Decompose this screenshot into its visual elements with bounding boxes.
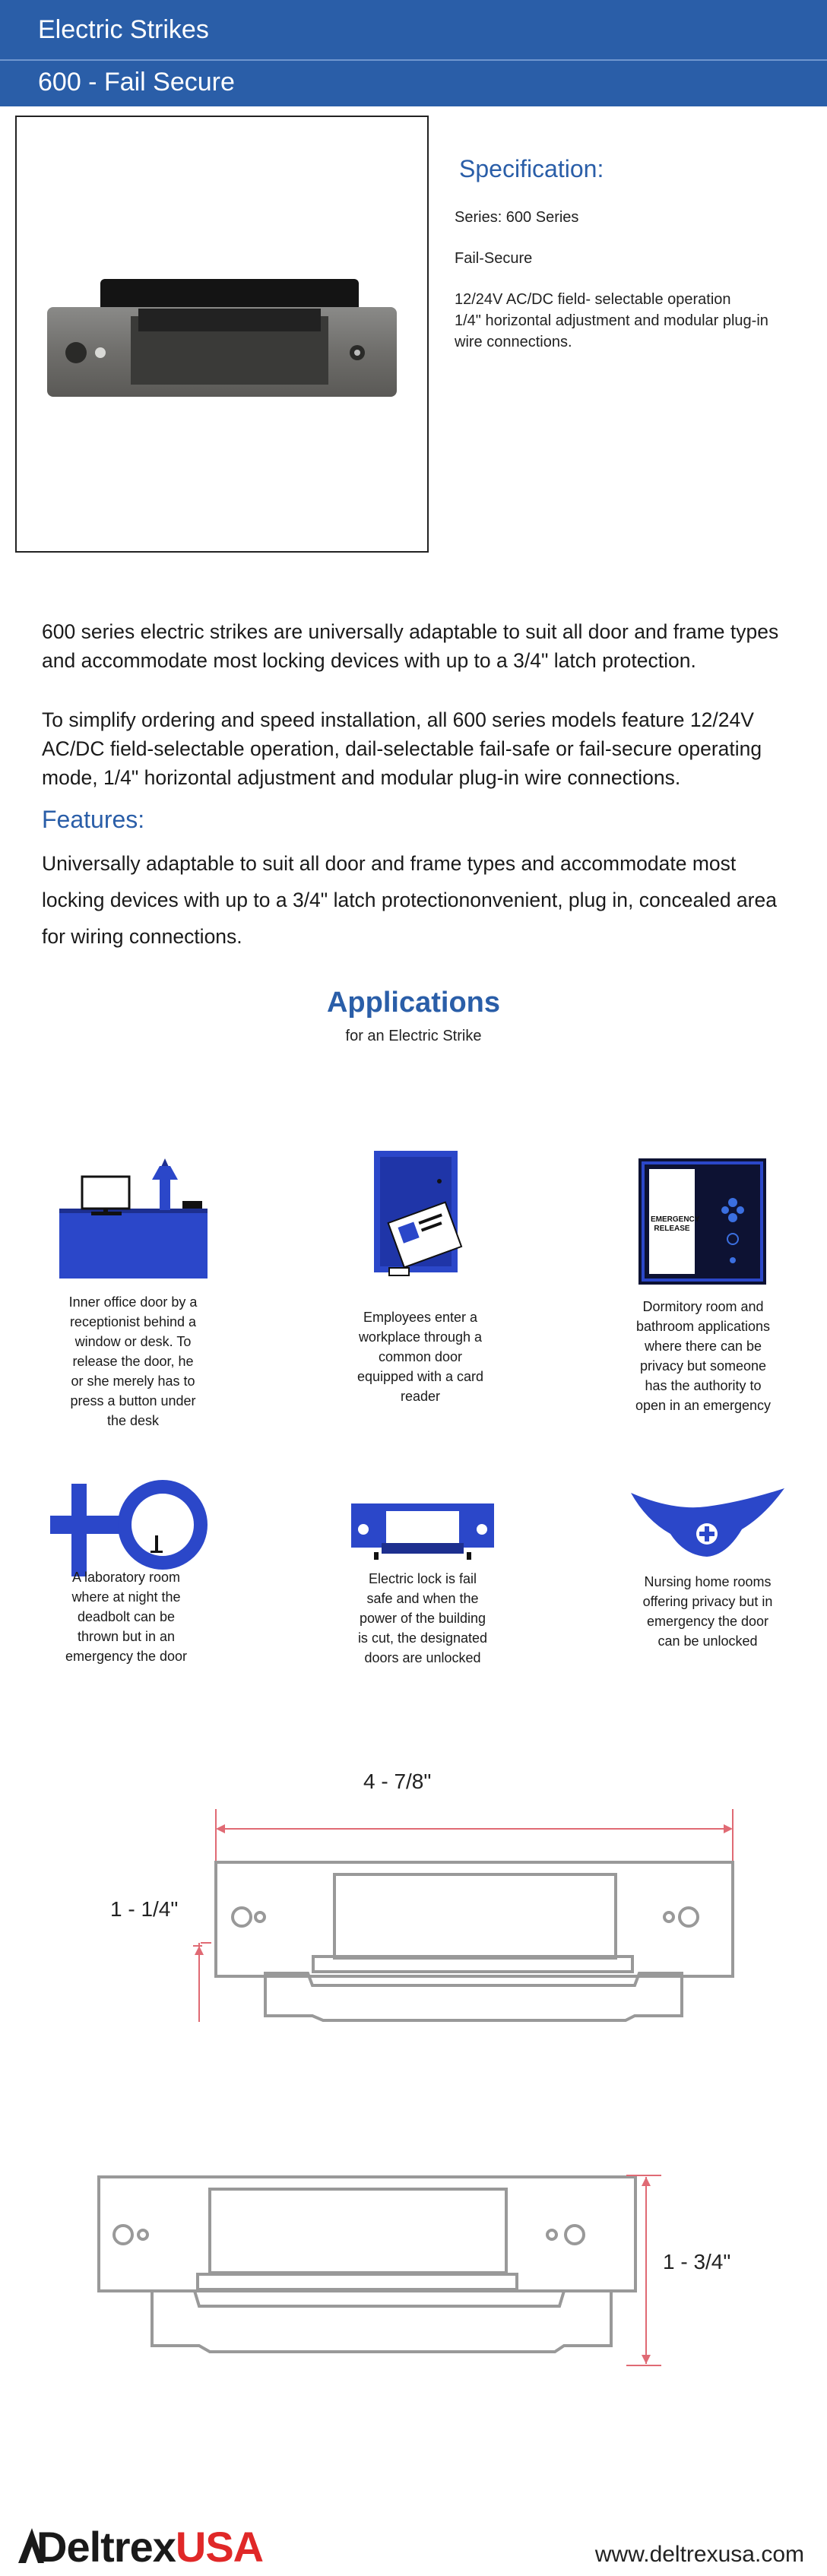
text-line: Universally adaptable to suit all door and frame types and accommodate most — [42, 852, 737, 875]
text-line: 600 series electric strikes are universally adaptable to suit all door and frame types — [42, 620, 779, 643]
caption-line: offering privacy but in — [642, 1594, 773, 1609]
app-caption-4 — [35, 1567, 217, 1666]
deltrex-logo — [36, 2522, 263, 2571]
product-photo — [15, 116, 429, 553]
caption-line: press a button under — [70, 1393, 196, 1408]
caption-line: power of the building — [359, 1611, 486, 1626]
text-line: To simplify ordering and speed installation, all 600 series models feature 12/24V — [42, 708, 754, 731]
caption-line: or she merely has to — [71, 1374, 195, 1389]
strike-base-top — [262, 1970, 688, 2023]
text-line: AC/DC field-selectable operation, dail-selectable fail-safe or fail-secure operating — [42, 737, 762, 760]
caption-line: release the door, he — [72, 1354, 194, 1369]
features-text — [42, 845, 802, 955]
label-line: RELEASE — [654, 1225, 690, 1233]
strike-base-bottom — [149, 2288, 620, 2356]
text-line: mode, 1/4" horizontal adjustment and modular plug-in wire connections. — [42, 766, 681, 789]
deadbolt-icon — [50, 1476, 210, 1583]
label-line: EMERGENCY — [651, 1215, 700, 1224]
caption-line: workplace through a — [358, 1329, 483, 1345]
caption-line: privacy but someone — [639, 1358, 767, 1374]
electric-strike-icon — [347, 1499, 499, 1561]
intro-paragraph-2 — [42, 705, 802, 792]
caption-line: open in an emergency — [635, 1398, 772, 1413]
text-line: and accommodate most locking devices with up to a 3/4" latch protection. — [42, 649, 696, 672]
card-reader-icon — [363, 1146, 477, 1291]
page-subtitle: 600 - Fail Secure — [0, 59, 827, 106]
caption-line: A laboratory room — [71, 1570, 181, 1585]
reception-desk-icon — [53, 1148, 213, 1285]
caption-line: emergency the door — [65, 1649, 188, 1664]
features-title: Features: — [42, 806, 145, 833]
caption-line: receptionist behind a — [69, 1314, 197, 1329]
caption-line: doors are unlocked — [364, 1650, 481, 1665]
caption-line: reader — [400, 1389, 441, 1404]
spec-detail: 1/4" horizontal adjustment and modular plug-in — [455, 312, 768, 329]
caption-line: is cut, the designated — [357, 1630, 488, 1646]
caption-line: has the authority to — [645, 1378, 762, 1393]
caption-line: window or desk. To — [74, 1334, 192, 1349]
caption-line: can be unlocked — [657, 1633, 758, 1649]
electric-strike-photo — [17, 117, 427, 551]
app-caption-5 — [331, 1569, 514, 1668]
nurse-cap-icon — [628, 1484, 787, 1567]
caption-line: the desk — [106, 1413, 160, 1428]
page-title: Electric Strikes — [0, 0, 827, 59]
spec-detail: wire connections. — [455, 334, 572, 350]
app-caption-2 — [329, 1307, 512, 1406]
spec-series: Series: 600 Series — [455, 209, 579, 226]
caption-line: equipped with a card — [356, 1369, 484, 1384]
app-caption-1 — [34, 1292, 232, 1431]
caption-line: Electric lock is fail — [368, 1571, 477, 1586]
dimension-height-top: 1 - 1/4" — [110, 1897, 179, 1921]
caption-line: thrown but in an — [77, 1629, 176, 1644]
applications-title: Applications — [326, 987, 501, 1019]
caption-line: emergency the door — [646, 1614, 769, 1629]
caption-line: Dormitory room and — [642, 1299, 764, 1314]
website-url[interactable]: www.deltrexusa.com — [594, 2542, 804, 2567]
app-caption-6 — [613, 1572, 803, 1651]
caption-line: deadbolt can be — [77, 1609, 176, 1624]
spec-mode: Fail-Secure — [455, 250, 533, 267]
strike-drawing-top — [213, 1859, 745, 1981]
dimension-width: 4 - 7/8" — [363, 1770, 432, 1793]
text-line: locking devices with up to a 3/4" latch protectiononvenient, plug in, concealed area — [42, 889, 777, 911]
caption-line: where there can be — [644, 1339, 762, 1354]
spec-detail: 12/24V AC/DC field- selectable operation — [455, 291, 731, 308]
emergency-release-label — [651, 1215, 700, 1234]
app-caption-3 — [608, 1297, 798, 1415]
caption-line: where at night the — [71, 1589, 181, 1605]
logo-prefix: Deltrex — [36, 2523, 176, 2571]
caption-line: bathroom applications — [635, 1319, 771, 1334]
text-line: for wiring connections. — [42, 925, 242, 948]
caption-line: Nursing home rooms — [644, 1574, 772, 1589]
caption-line: Inner office door by a — [68, 1294, 198, 1310]
logo-suffix: USA — [175, 2523, 264, 2571]
specification-title: Specification: — [459, 155, 604, 182]
applications-subtitle: for an Electric Strike — [345, 1028, 482, 1044]
caption-line: common door — [378, 1349, 463, 1364]
caption-line: safe and when the — [366, 1591, 479, 1606]
intro-paragraph-1 — [42, 617, 802, 675]
dimension-height-bottom: 1 - 3/4" — [663, 2250, 731, 2273]
caption-line: Employees enter a — [363, 1310, 478, 1325]
dimension-arrow-bottom — [623, 2166, 669, 2372]
